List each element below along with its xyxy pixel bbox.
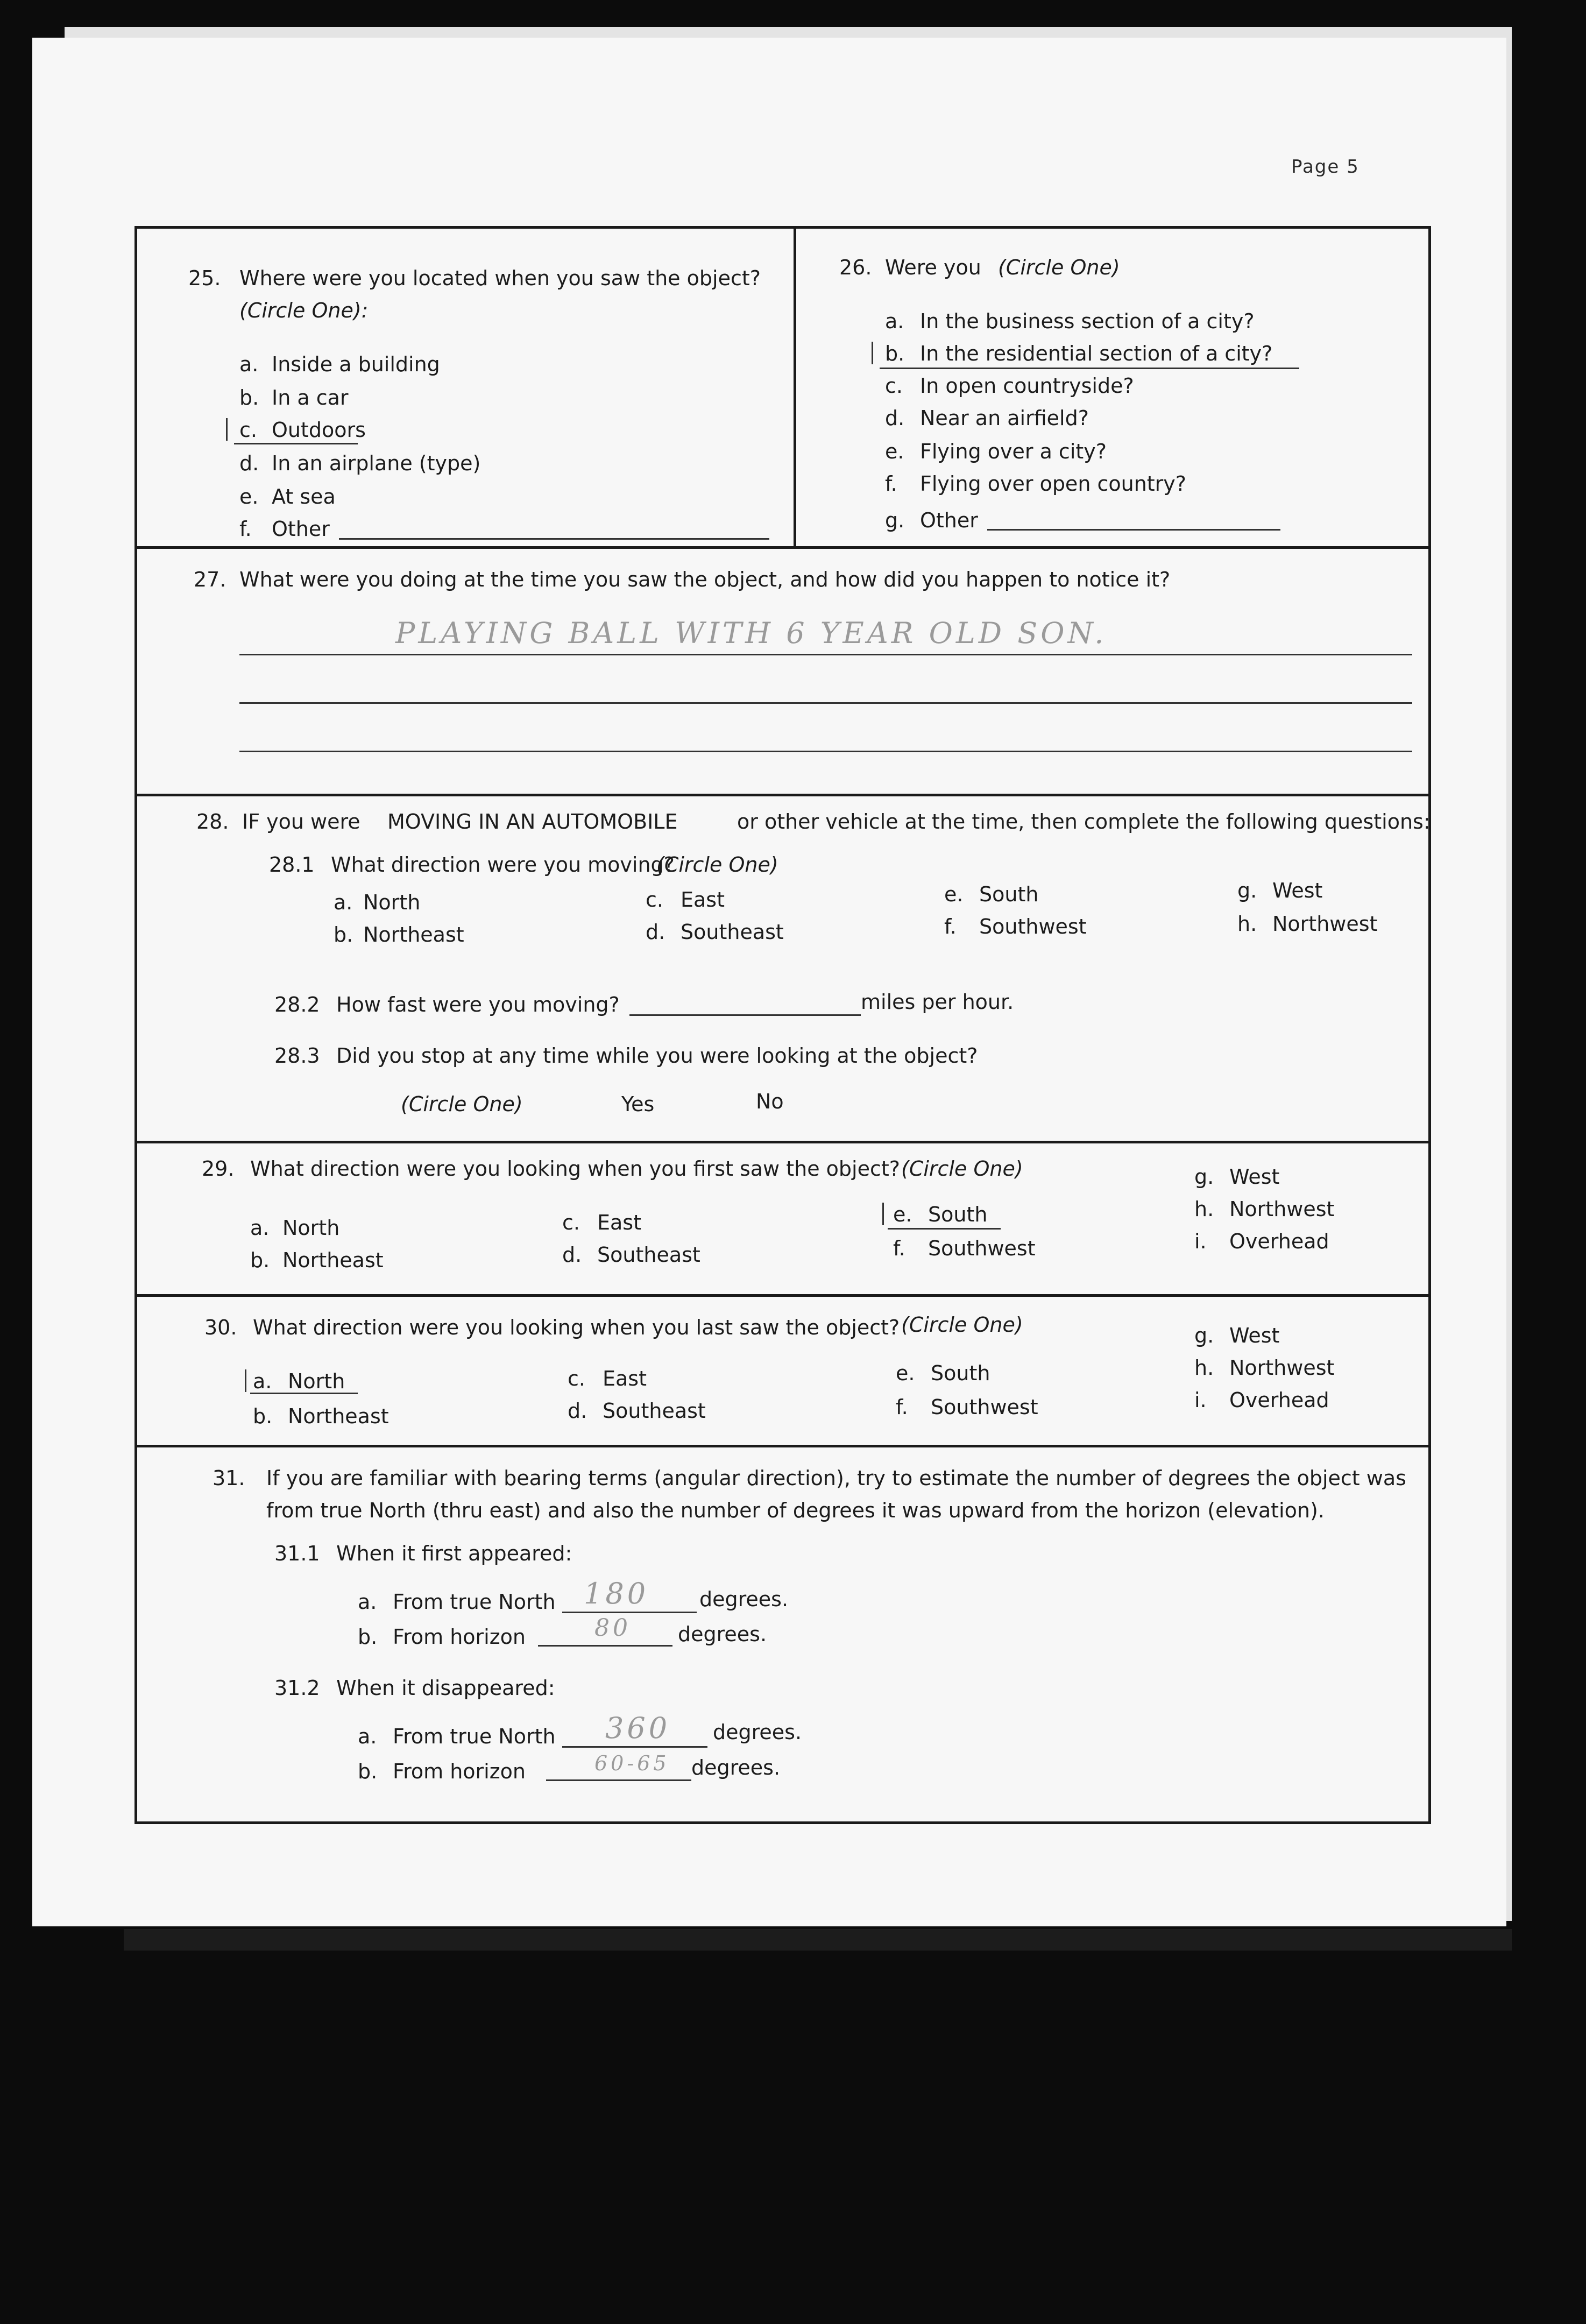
q28-3-question: Did you stop at any time while you were looking at the object? bbox=[336, 1044, 978, 1068]
q29-option-i[interactable]: Overhead bbox=[1229, 1230, 1329, 1253]
q30-option-c[interactable]: East bbox=[603, 1367, 647, 1390]
q31-2-a-blank[interactable] bbox=[562, 1746, 707, 1748]
q25-option-b[interactable]: In a car bbox=[272, 386, 349, 409]
q26-option-e[interactable]: Flying over a city? bbox=[920, 440, 1107, 463]
q27-question: What were you doing at the time you saw the object, and how did you happen to notice it? bbox=[239, 568, 1171, 591]
q28-question-suffix: or other vehicle at the time, then complete the following questions: bbox=[737, 810, 1431, 833]
q28-2-number: 28.2 bbox=[274, 993, 320, 1016]
q30-option-e-label: e. bbox=[896, 1361, 915, 1385]
q31-2-a-unit: degrees. bbox=[713, 1720, 802, 1744]
q29-option-d-label: d. bbox=[562, 1243, 582, 1267]
q28-1-option-d[interactable]: Southeast bbox=[681, 920, 784, 944]
q27-number: 27. bbox=[194, 568, 226, 591]
q28-1-option-b[interactable]: Northeast bbox=[363, 923, 464, 946]
q31-1-question: When it first appeared: bbox=[336, 1542, 572, 1565]
q25-option-e[interactable]: At sea bbox=[272, 485, 336, 508]
q30-option-c-label: c. bbox=[568, 1367, 585, 1390]
q29-option-c-label: c. bbox=[562, 1211, 580, 1234]
q29-option-g[interactable]: West bbox=[1229, 1165, 1280, 1189]
q25-option-d-label: d. bbox=[239, 451, 259, 475]
q25-other-blank[interactable] bbox=[339, 538, 769, 540]
q30-question: What direction were you looking when you last saw the object? bbox=[253, 1316, 900, 1339]
q28-1-option-a[interactable]: North bbox=[363, 891, 421, 914]
q28-1-option-e[interactable]: South bbox=[979, 882, 1039, 906]
q29-option-a-label: a. bbox=[250, 1216, 270, 1240]
q31-2-b-text: From horizon bbox=[393, 1760, 526, 1783]
q31-1-b-label: b. bbox=[358, 1625, 378, 1649]
q25-option-d[interactable]: In an airplane (type) bbox=[272, 451, 481, 475]
q26-option-b[interactable]: In the residential section of a city? bbox=[920, 342, 1273, 365]
section-30 bbox=[137, 1294, 1428, 1447]
q30-option-i[interactable]: Overhead bbox=[1229, 1388, 1329, 1412]
q31-2-b-unit: degrees. bbox=[691, 1756, 781, 1779]
q30-option-a[interactable]: North bbox=[288, 1369, 345, 1393]
q31-1-b-value: 80 bbox=[594, 1614, 631, 1642]
q29-option-c[interactable]: East bbox=[597, 1211, 641, 1234]
q25-option-a-label: a. bbox=[239, 352, 259, 376]
q28-3-yes[interactable]: Yes bbox=[621, 1092, 655, 1116]
q26-option-g-label: g. bbox=[885, 508, 905, 532]
q28-2-unit: miles per hour. bbox=[861, 990, 1014, 1014]
q28-1-option-g-label: g. bbox=[1237, 879, 1257, 902]
page-number: Page 5 bbox=[1291, 156, 1360, 178]
q29-option-f[interactable]: Southwest bbox=[928, 1237, 1036, 1260]
q26-instruction: (Circle One) bbox=[998, 256, 1120, 279]
q29-option-e-label: e. bbox=[893, 1203, 912, 1226]
q31-2-number: 31.2 bbox=[274, 1676, 320, 1700]
q26-selection-mark bbox=[872, 342, 873, 364]
q28-1-number: 28.1 bbox=[269, 853, 315, 877]
q25-option-f-label: f. bbox=[239, 517, 252, 541]
q30-option-g[interactable]: West bbox=[1229, 1324, 1280, 1347]
q29-option-h[interactable]: Northwest bbox=[1229, 1197, 1335, 1221]
q28-2-speed-blank[interactable] bbox=[629, 1014, 861, 1016]
q31-1-b-blank[interactable] bbox=[538, 1645, 672, 1647]
q30-option-i-label: i. bbox=[1194, 1388, 1207, 1412]
q30-number: 30. bbox=[204, 1316, 237, 1339]
section-29 bbox=[137, 1141, 1428, 1297]
q28-question-prefix: IF you were bbox=[242, 810, 360, 833]
q28-1-option-b-label: b. bbox=[334, 923, 353, 946]
q31-1-a-label: a. bbox=[358, 1590, 377, 1614]
q28-1-option-g[interactable]: West bbox=[1272, 879, 1323, 902]
q31-question-line-1: If you are familiar with bearing terms (angular direction), try to estimate the number of degrees the object was bbox=[266, 1466, 1406, 1490]
q27-answer-line-3[interactable] bbox=[239, 751, 1412, 752]
q29-option-b[interactable]: Northeast bbox=[282, 1248, 384, 1272]
q29-option-e[interactable]: South bbox=[928, 1203, 988, 1226]
q26-option-e-label: e. bbox=[885, 440, 904, 463]
q27-answer-line-2[interactable] bbox=[239, 702, 1412, 704]
q28-1-option-c-label: c. bbox=[646, 888, 663, 912]
q28-1-option-f[interactable]: Southwest bbox=[979, 915, 1087, 938]
q29-number: 29. bbox=[202, 1157, 235, 1181]
q28-1-option-h-label: h. bbox=[1237, 912, 1257, 936]
q26-option-d-label: d. bbox=[885, 406, 905, 430]
q31-question-line-2: from true North (thru east) and also the number of degrees it was upward from the horizon (elevation). bbox=[266, 1499, 1325, 1522]
section-27 bbox=[137, 546, 1428, 796]
section-28 bbox=[137, 794, 1431, 1143]
q26-option-c[interactable]: In open countryside? bbox=[920, 374, 1134, 398]
q31-1-a-blank[interactable] bbox=[562, 1612, 697, 1613]
page-shadow bbox=[124, 1929, 1512, 1951]
q28-question-emphasis: MOVING IN AN AUTOMOBILE bbox=[387, 810, 678, 833]
q30-option-b[interactable]: Northeast bbox=[288, 1404, 389, 1428]
q25-option-b-label: b. bbox=[239, 386, 259, 409]
q27-answer-line-1[interactable] bbox=[239, 654, 1412, 655]
q29-option-d[interactable]: Southeast bbox=[597, 1243, 700, 1267]
q25-number: 25. bbox=[188, 266, 221, 290]
q26-option-a[interactable]: In the business section of a city? bbox=[920, 309, 1255, 333]
q30-option-f-label: f. bbox=[896, 1395, 908, 1419]
q31-2-b-label: b. bbox=[358, 1760, 378, 1783]
q26-question: Were you bbox=[885, 256, 981, 279]
q26-option-c-label: c. bbox=[885, 374, 903, 398]
q28-1-option-a-label: a. bbox=[334, 891, 353, 914]
q29-option-h-label: h. bbox=[1194, 1197, 1214, 1221]
q31-2-question: When it disappeared: bbox=[336, 1676, 555, 1700]
q31-number: 31. bbox=[213, 1466, 245, 1490]
q29-question: What direction were you looking when you first saw the object? bbox=[250, 1157, 900, 1181]
q29-instruction: (Circle One) bbox=[901, 1157, 1023, 1181]
q31-1-b-unit: degrees. bbox=[678, 1622, 767, 1646]
q25-selection-mark bbox=[226, 418, 228, 441]
q30-option-e[interactable]: South bbox=[931, 1361, 990, 1385]
q26-selection-underline bbox=[880, 368, 1299, 369]
q28-1-instruction: (Circle One) bbox=[656, 853, 778, 877]
q30-instruction: (Circle One) bbox=[901, 1313, 1023, 1337]
section-31 bbox=[137, 1445, 1428, 1821]
q26-option-f[interactable]: Flying over open country? bbox=[920, 472, 1186, 496]
column-divider bbox=[794, 229, 796, 546]
q28-1-option-f-label: f. bbox=[944, 915, 957, 938]
q28-3-instruction: (Circle One) bbox=[401, 1092, 523, 1116]
q26-option-g[interactable]: Other bbox=[920, 508, 978, 532]
q30-option-b-label: b. bbox=[253, 1404, 273, 1428]
q26-number: 26. bbox=[839, 256, 872, 279]
q31-2-a-text: From true North bbox=[393, 1725, 556, 1748]
q29-option-i-label: i. bbox=[1194, 1230, 1207, 1253]
q25-option-f[interactable]: Other bbox=[272, 517, 330, 541]
q30-selection-underline bbox=[250, 1393, 358, 1394]
questionnaire-form bbox=[134, 226, 1431, 1824]
q29-option-a[interactable]: North bbox=[282, 1216, 340, 1240]
q25-option-c[interactable]: Outdoors bbox=[272, 418, 366, 442]
q31-2-a-value: 360 bbox=[605, 1711, 671, 1745]
q25-option-a[interactable]: Inside a building bbox=[272, 352, 440, 376]
q28-1-option-h[interactable]: Northwest bbox=[1272, 912, 1378, 936]
q31-1-a-value: 180 bbox=[584, 1577, 649, 1610]
q28-number: 28. bbox=[196, 810, 229, 833]
q28-1-option-e-label: e. bbox=[944, 882, 964, 906]
q26-other-blank[interactable] bbox=[987, 529, 1280, 531]
q30-option-f[interactable]: Southwest bbox=[931, 1395, 1038, 1419]
q26-option-f-label: f. bbox=[885, 472, 897, 496]
q30-option-d-label: d. bbox=[568, 1399, 587, 1423]
q30-option-a-label: a. bbox=[253, 1369, 272, 1393]
q25-option-e-label: e. bbox=[239, 485, 259, 508]
q29-option-b-label: b. bbox=[250, 1248, 270, 1272]
q31-1-number: 31.1 bbox=[274, 1542, 320, 1565]
q25-selection-underline bbox=[234, 443, 358, 444]
q29-selection-underline bbox=[888, 1228, 1001, 1230]
q31-2-b-value: 60-65 bbox=[594, 1751, 670, 1775]
q26-option-d[interactable]: Near an airfield? bbox=[920, 406, 1089, 430]
q28-1-option-c[interactable]: East bbox=[681, 888, 725, 912]
q29-option-f-label: f. bbox=[893, 1237, 905, 1260]
q26-option-b-label: b. bbox=[885, 342, 905, 365]
q25-question: Where were you located when you saw the object? bbox=[239, 266, 761, 290]
q31-2-a-label: a. bbox=[358, 1725, 377, 1748]
q26-option-a-label: a. bbox=[885, 309, 904, 333]
q28-3-number: 28.3 bbox=[274, 1044, 320, 1068]
q28-2-question: How fast were you moving? bbox=[336, 993, 620, 1016]
q31-1-a-text: From true North bbox=[393, 1590, 556, 1614]
q30-option-d[interactable]: Southeast bbox=[603, 1399, 706, 1423]
q25-option-c-label: c. bbox=[239, 418, 257, 442]
q28-1-option-d-label: d. bbox=[646, 920, 665, 944]
q28-3-no[interactable]: No bbox=[756, 1090, 784, 1113]
q30-option-h-label: h. bbox=[1194, 1356, 1214, 1380]
q25-instruction: (Circle One): bbox=[239, 299, 369, 322]
q29-option-g-label: g. bbox=[1194, 1165, 1214, 1189]
q31-1-b-text: From horizon bbox=[393, 1625, 526, 1649]
q29-selection-mark bbox=[882, 1203, 884, 1225]
q31-1-a-unit: degrees. bbox=[699, 1587, 789, 1611]
q30-option-g-label: g. bbox=[1194, 1324, 1214, 1347]
q28-1-question: What direction were you moving? bbox=[331, 853, 675, 877]
q31-2-b-blank[interactable] bbox=[546, 1779, 691, 1781]
q30-selection-mark bbox=[245, 1369, 246, 1392]
section-25-26 bbox=[137, 229, 1428, 549]
q30-option-h[interactable]: Northwest bbox=[1229, 1356, 1335, 1380]
q27-handwritten-answer: PLAYING BALL WITH 6 YEAR OLD SON. bbox=[395, 616, 1107, 650]
